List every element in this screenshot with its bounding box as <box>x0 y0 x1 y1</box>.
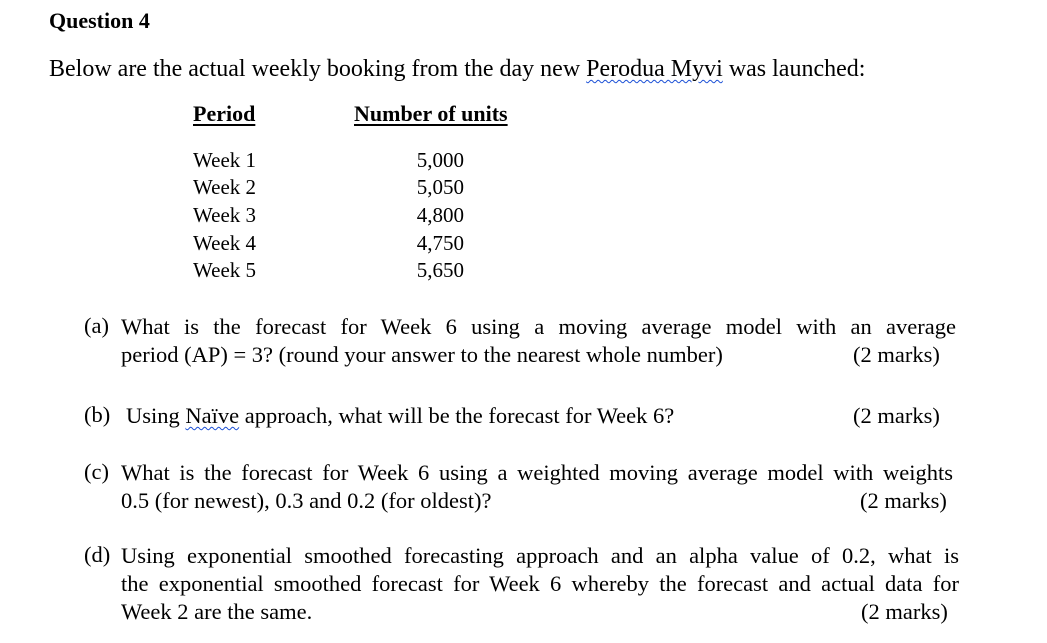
table-header-period: Period <box>193 101 256 126</box>
intro-text-before: Below are the actual weekly booking from the day new <box>49 56 587 82</box>
part-c-line-2: 0.5 (for newest), 0.3 and 0.2 (for oldest)? <box>121 488 492 513</box>
part-c-label: (c) <box>84 459 109 484</box>
row-units: 5,050 <box>416 175 464 199</box>
row-period: Week 5 <box>193 258 257 282</box>
table-header-units: Number of units <box>354 101 508 126</box>
table-row <box>0 175 1047 202</box>
part-d-line-1: Using exponential smoothed forecasting approach and an alpha value of 0.2, what is <box>121 543 959 568</box>
part-a-line-2: period (AP) = 3? (round your answer to the nearest whole number) <box>121 342 723 367</box>
part-b-marks: (2 marks) <box>853 403 940 428</box>
row-period: Week 4 <box>193 231 257 255</box>
part-b-label: (b) <box>84 402 111 427</box>
part-a-marks: (2 marks) <box>853 342 940 367</box>
part-b-text-before: Using <box>126 403 186 428</box>
part-d-marks: (2 marks) <box>861 599 948 624</box>
part-d-line-3: Week 2 are the same. <box>121 599 313 624</box>
part-d-line-2: the exponential smoothed forecast for Week 6 whereby the forecast and actual data for <box>121 571 959 596</box>
part-c-marks: (2 marks) <box>860 488 947 513</box>
row-units: 5,650 <box>416 258 464 282</box>
row-units: 4,800 <box>416 203 464 227</box>
question-intro <box>49 56 865 83</box>
part-a-label: (a) <box>84 313 109 338</box>
part-d <box>84 542 960 630</box>
table-row <box>0 148 1047 175</box>
intro-text-after: was launched: <box>722 56 866 82</box>
part-b <box>84 402 784 432</box>
part-c-line-1: What is the forecast for Week 6 using a weighted moving average model with weights <box>121 460 953 485</box>
row-units: 4,750 <box>416 231 464 255</box>
part-a <box>84 313 956 373</box>
part-b-text-after: approach, what will be the forecast for Week 6? <box>239 403 675 428</box>
table-row <box>0 203 1047 230</box>
table-row <box>0 258 1047 285</box>
part-b-naive-word: Naïve <box>185 403 240 428</box>
row-period: Week 3 <box>193 203 257 227</box>
row-period: Week 2 <box>193 175 257 199</box>
question-title: Question 4 <box>49 8 150 33</box>
part-d-label: (d) <box>84 542 111 567</box>
row-period: Week 1 <box>193 148 257 172</box>
table-row <box>0 231 1047 258</box>
row-units: 5,000 <box>416 148 464 172</box>
part-a-line-1: What is the forecast for Week 6 using a moving average model with an average <box>121 314 956 339</box>
part-c <box>84 459 954 519</box>
intro-brand-name: Perodua Myvi <box>586 56 723 82</box>
